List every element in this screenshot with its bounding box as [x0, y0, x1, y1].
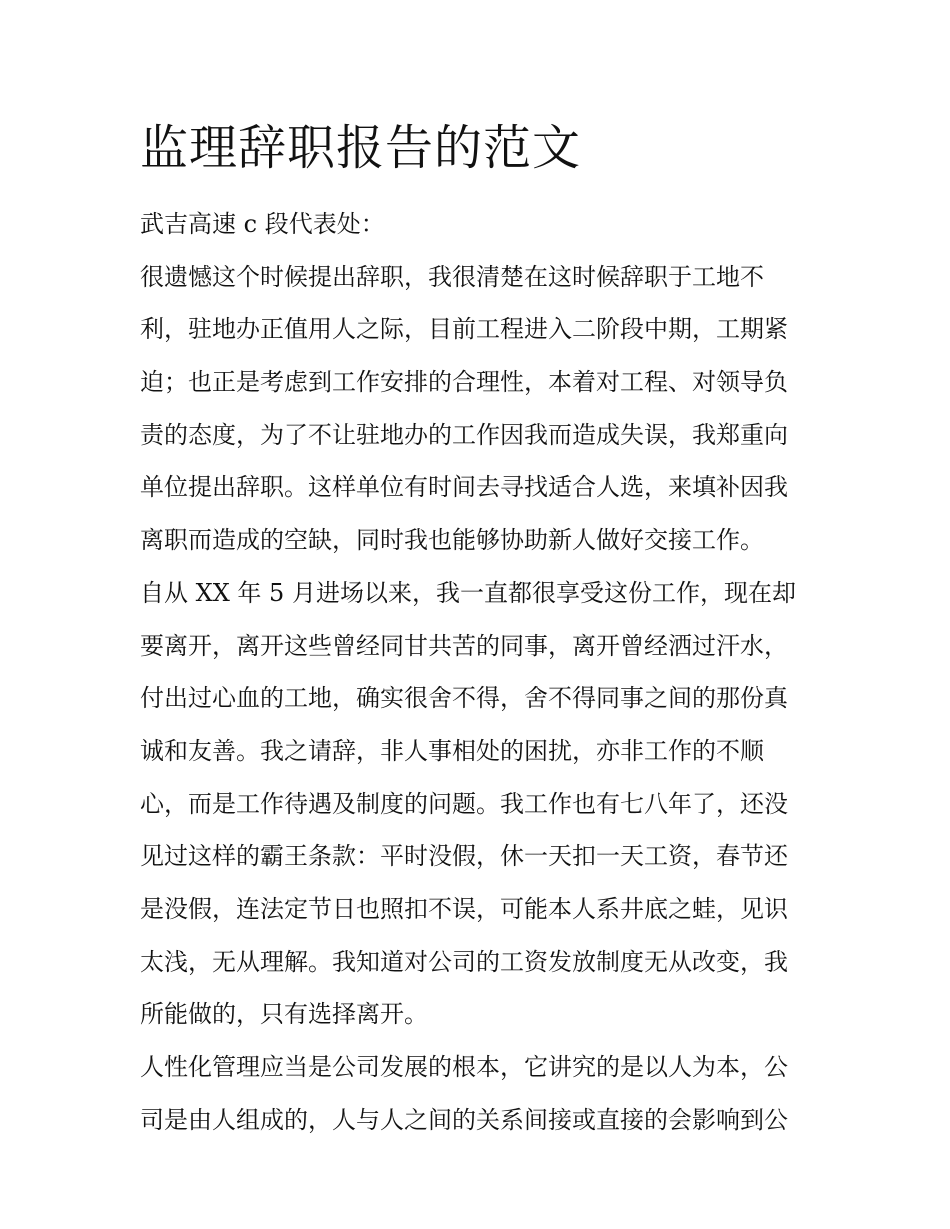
paragraph-line: 所能做的，只有选择离开。	[140, 1000, 428, 1029]
paragraph-line: 利，驻地办正值用人之际，目前工程进入二阶段中期，工期紧	[140, 315, 788, 344]
paragraph-line: 见过这样的霸王条款：平时没假，休一天扣一天工资，春节还	[140, 842, 788, 871]
paragraph-2	[140, 567, 816, 1041]
paragraph-3	[140, 1041, 816, 1146]
salutation	[140, 198, 816, 251]
paragraph-line: 心，而是工作待遇及制度的问题。我工作也有七八年了，还没	[140, 789, 788, 818]
paragraph-line: 责的态度，为了不让驻地办的工作因我而造成失误，我郑重向	[140, 420, 788, 449]
paragraph-line: 司是由人组成的，人与人之间的关系间接或直接的会影响到公	[140, 1105, 788, 1134]
paragraph-line: 迫；也正是考虑到工作安排的合理性，本着对工程、对领导负	[140, 368, 788, 397]
paragraph-line: 离职而造成的空缺，同时我也能够协助新人做好交接工作。	[140, 526, 764, 555]
paragraph-line: 诚和友善。我之请辞，非人事相处的困扰，亦非工作的不顺	[140, 736, 764, 765]
document-content	[140, 112, 816, 1146]
paragraph-1	[140, 251, 816, 567]
paragraph-line: 单位提出辞职。这样单位有时间去寻找适合人选，来填补因我	[140, 473, 788, 502]
document-title: 监理辞职报告的范文	[140, 120, 582, 176]
paragraph-line: 人性化管理应当是公司发展的根本，它讲究的是以人为本，公	[140, 1053, 788, 1081]
paragraph-line: 是没假，连法定节日也照扣不误，可能本人系井底之蛙，见识	[140, 894, 788, 923]
paragraph-line: 付出过心血的工地，确实很舍不得，舍不得同事之间的那份真	[140, 684, 788, 713]
paragraph-line: 太浅，无从理解。我知道对公司的工资发放制度无从改变，我	[140, 947, 788, 976]
paragraph-line: 要离开，离开这些曾经同甘共苦的同事，离开曾经洒过汗水，	[140, 631, 788, 660]
paragraph-line: 很遗憾这个时候提出辞职，我很清楚在这时候辞职于工地不	[140, 262, 764, 291]
salutation-line: 武吉高速 c 段代表处：	[140, 210, 385, 238]
paragraph-line: 自从 XX 年 5 月进场以来，我一直都很享受这份工作，现在却	[140, 578, 796, 607]
